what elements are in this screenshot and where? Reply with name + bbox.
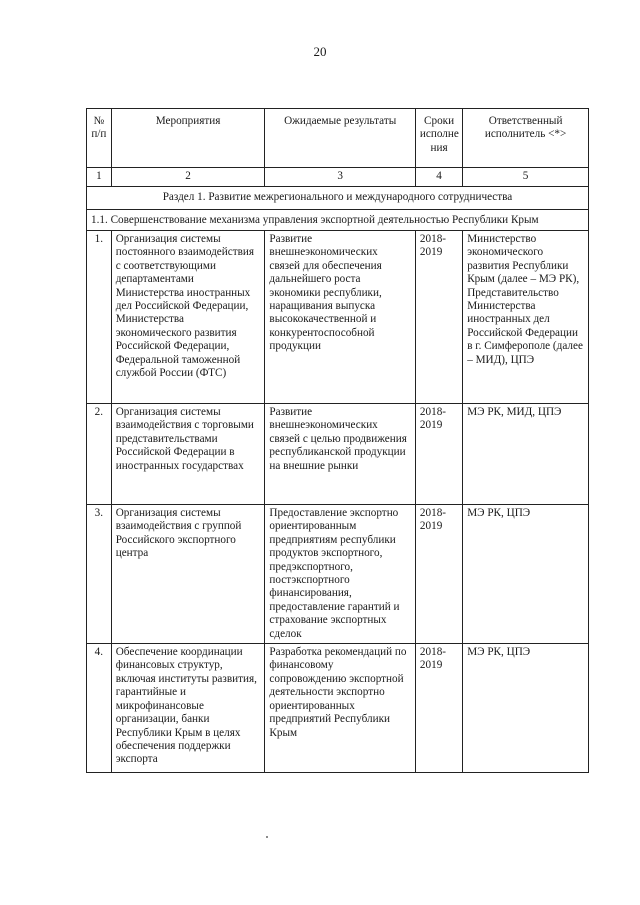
row-activity: Организация системы постоянного взаимодействия с соответствующими департаментами Министерства иностранных дел Российской Федерации, Министерства экономического развития Российской Федерации, Федеральной таможенной службой России (ФТС): [111, 231, 265, 404]
header-executor: Ответственный исполнитель <*>: [463, 109, 589, 168]
column-number: 3: [265, 168, 415, 187]
column-number: 2: [111, 168, 265, 187]
row-activity: Обеспечение координации финансовых структур, включая институты развития, гарантийные и микрофинансовые организации, банки Республики Крым в целях обеспечения поддержки экспорта: [111, 644, 265, 773]
header-num: № п/п: [87, 109, 112, 168]
table-row: [87, 404, 589, 505]
column-number: 5: [463, 168, 589, 187]
row-number: 4.: [87, 644, 112, 773]
row-executor: МЭ РК, ЦПЭ: [463, 644, 589, 773]
subsection-row: [87, 210, 589, 231]
row-number: 3.: [87, 505, 112, 644]
row-term: 2018-2019: [415, 644, 462, 773]
row-result: Развитие внешнеэкономических связей с целью продвижения республиканской продукции на внешние рынки: [265, 404, 415, 505]
page-number: 20: [313, 44, 327, 59]
row-term: 2018-2019: [415, 505, 462, 644]
row-term: 2018-2019: [415, 404, 462, 505]
row-result: Разработка рекомендаций по финансовому сопровождению экспортной деятельности экспортно ориентированных предприятий Республики Крым: [265, 644, 415, 773]
row-executor: МЭ РК, ЦПЭ: [463, 505, 589, 644]
section-row: [87, 187, 589, 210]
header-activities: Мероприятия: [111, 109, 265, 168]
activities-table: [86, 108, 589, 773]
header-results: Ожидаемые результаты: [265, 109, 415, 168]
row-term: 2018-2019: [415, 231, 462, 404]
table-row: [87, 644, 589, 773]
row-result: Предоставление экспортно ориентированным предприятиям республики продуктов экспортного, предэкспортного, постэкспортного финансирования, предоставление гарантий и страхование экспортных сделок: [265, 505, 415, 644]
column-number: 4: [415, 168, 462, 187]
table-header-row: [87, 109, 589, 168]
table-row: [87, 231, 589, 404]
column-numbers-row: [87, 168, 589, 187]
row-executor: Министерство экономического развития Республики Крым (далее – МЭ РК), Представительство Министерства иностранных дел Российской Федерации в г. Симферополе (далее – МИД), ЦПЭ: [463, 231, 589, 404]
header-terms: Сроки исполне ния: [415, 109, 462, 168]
row-number: 2.: [87, 404, 112, 505]
subsection-title: 1.1. Совершенствование механизма управления экспортной деятельностью Республики Крым: [87, 210, 589, 231]
table-row: [87, 505, 589, 644]
row-result: Развитие внешнеэкономических связей для обеспечения дальнейшего роста экономики республики, наращивания выпуска высококачественной и конкурентоспособной продукции: [265, 231, 415, 404]
row-number: 1.: [87, 231, 112, 404]
row-activity: Организация системы взаимодействия с торговыми представительствами Российской Федерации в иностранных государствах: [111, 404, 265, 505]
row-executor: МЭ РК, МИД, ЦПЭ: [463, 404, 589, 505]
section-title: Раздел 1. Развитие межрегионального и международного сотрудничества: [87, 187, 589, 210]
scan-speck: [266, 836, 268, 838]
row-activity: Организация системы взаимодействия с группой Российского экспортного центра: [111, 505, 265, 644]
column-number: 1: [87, 168, 112, 187]
